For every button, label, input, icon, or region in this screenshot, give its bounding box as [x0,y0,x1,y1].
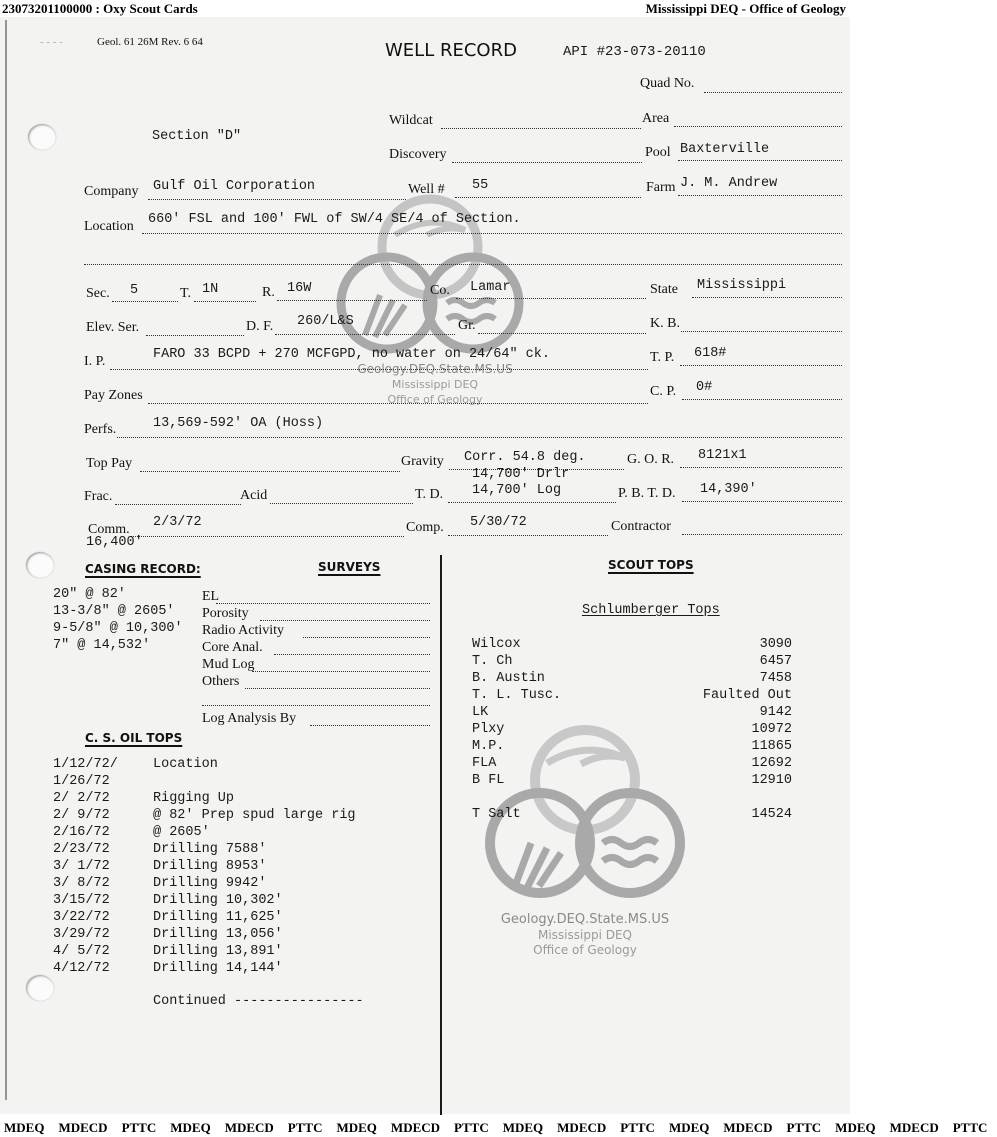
oil-top-note: Drilling 9942' [153,876,267,891]
td-log-value: 14,700' Log [472,483,562,498]
contractor-field [682,534,842,535]
projected-depth-value: 16,400' [86,535,143,550]
pbtd-field [682,501,842,502]
comm-value: 2/3/72 [153,515,202,530]
oil-top-date: 3/22/72 [53,910,110,925]
gravity-label: Gravity [401,454,444,469]
oil-top-date: 4/ 5/72 [53,944,110,959]
comp-field [448,535,608,536]
df-value: 260/L&S [297,314,354,329]
scout-top-depth: 12910 [751,773,792,788]
gor-value: 8121x1 [698,448,747,463]
scout-top-depth: Faulted Out [702,688,792,703]
scout-top-name: T. Ch [472,654,513,669]
farm-field [678,195,842,196]
acid-label: Acid [240,488,268,503]
schlumberger-tops-heading: Schlumberger Tops [582,603,720,618]
survey-item-label: Radio Activity [202,623,285,638]
oil-top-date: 3/ 8/72 [53,876,110,891]
well-value: 55 [472,178,489,193]
form-dashes: - - - - [40,36,63,48]
punch-hole-icon [26,552,54,578]
oil-top-note: Drilling 11,625' [153,910,283,925]
survey-item-field [303,637,430,638]
continued-note: Continued ---------------- [153,994,364,1009]
oil-top-date: 3/29/72 [53,927,110,942]
kb-label: K. B. [650,316,680,331]
footer-agency-label: MDECD [224,1120,274,1135]
location-value: 660' FSL and 100' FWL of SW/4 SE/4 of Section. [148,212,521,227]
scout-top-depth: 14524 [751,807,792,822]
location-field-line2 [84,264,842,265]
gr-field [478,333,646,334]
footer-agency-label: PTTC [620,1120,655,1135]
farm-value: J. M. Andrew [680,176,778,191]
survey-item-label: Porosity [202,606,249,621]
range-label: R. [262,285,275,300]
watermark-office: Office of Geology [533,943,637,957]
card-edge-line [5,20,7,1100]
scout-top-name: FLA [472,756,497,771]
elev-ser-field [146,335,244,336]
comp-value: 5/30/72 [470,515,527,530]
agency-header: Mississippi DEQ - Office of Geology [645,1,846,16]
pay-zones-field [148,403,648,404]
location-field [142,233,842,234]
watermark-office: Office of Geology [387,393,483,406]
form-code: Geol. 61 26M Rev. 6 64 [97,36,203,48]
oil-top-note: Drilling 13,891' [153,944,283,959]
ip-value: FARO 33 BCPD + 270 MCFGPD, no water on 24/64" ck. [153,347,550,362]
watermark-agency: Mississippi DEQ [391,378,479,391]
footer-agency-label: PTTC [121,1120,157,1135]
scout-top-name: T. L. Tusc. [472,688,562,703]
pool-value: Baxterville [680,142,770,157]
pool-field [678,160,842,161]
punch-hole-icon [26,975,54,1001]
casing-item: 7" @ 14,532' [53,638,151,653]
oil-top-note: Location [153,757,218,772]
farm-label: Farm [646,180,676,195]
top-pay-label: Top Pay [86,456,133,471]
perfs-value: 13,569-592' OA (Hoss) [153,416,324,431]
section-label: Section "D" [152,129,242,144]
td-field [448,502,616,503]
footer-agency-label: PTTC [454,1120,489,1135]
oil-top-date: 2/23/72 [53,842,110,857]
well-label: Well # [408,182,445,197]
scout-top-name: T Salt [472,807,521,822]
kb-field [681,331,842,332]
well-field [455,197,641,198]
state-field [692,297,842,298]
company-label: Company [84,184,139,199]
contractor-label: Contractor [611,519,671,534]
company-field [148,199,406,200]
oil-top-note: Drilling 8953' [153,859,267,874]
scout-top-depth: 6457 [759,654,792,669]
township-field [194,301,256,302]
oil-top-date: 2/16/72 [53,825,110,840]
pbtd-value: 14,390' [700,482,757,497]
column-divider [440,555,442,1115]
oil-top-note: @ 82' Prep spud large rig [153,808,356,823]
scout-top-depth: 3090 [759,637,792,652]
survey-item-label: EL [202,589,220,604]
watermark-agency: Mississippi DEQ [537,928,632,942]
oil-top-date: 1/12/72/ [53,757,118,772]
pay-zones-label: Pay Zones [84,388,143,403]
oil-top-date: 1/26/72 [53,774,110,789]
scout-tops-heading: SCOUT TOPS [608,558,694,572]
footer-agency-label: MDECD [557,1120,607,1135]
footer-agency-label: MDEQ [4,1120,45,1135]
footer-agency-label: MDEQ [668,1120,710,1135]
survey-item-label: Mud Log [202,657,255,672]
footer-agency-label: PTTC [287,1120,323,1135]
api-number: API #23-073-20110 [563,44,706,60]
scout-top-depth: 9142 [759,705,792,720]
df-field [275,334,455,335]
td-label: T. D. [415,487,444,502]
area-label: Area [642,111,670,126]
scout-top-name: Wilcox [472,637,521,652]
sec-field [112,301,178,302]
county-label: Co. [430,283,450,298]
footer-agency-label: MDECD [723,1120,773,1135]
tp-value: 618# [694,346,727,361]
survey-item-field [274,654,430,655]
oil-top-date: 4/12/72 [53,961,110,976]
oil-top-note: @ 2605' [153,825,210,840]
comm-label: Comm. [88,522,130,537]
survey-item-field [216,603,430,604]
survey-item-label: Others [202,674,240,689]
surveys-heading: SURVEYS [318,560,381,574]
ip-field [110,369,648,370]
casing-item: 9-5/8" @ 10,300' [53,621,183,636]
form-title: WELL RECORD [385,40,517,61]
scout-top-name: Plxy [472,722,505,737]
wildcat-label: Wildcat [389,113,433,128]
perfs-label: Perfs. [84,422,117,437]
survey-item-field [202,705,430,706]
wildcat-field [441,128,641,129]
oil-top-date: 2/ 9/72 [53,808,110,823]
scout-top-name: B FL [472,773,505,788]
elev-ser-label: Elev. Ser. [86,320,140,335]
footer-agency-label: MDEQ [170,1120,211,1135]
tp-field [680,365,842,366]
footer-agency-label: MDECD [390,1120,441,1135]
survey-item-field [310,725,430,726]
cs-oil-tops-heading: C. S. OIL TOPS [85,731,183,745]
footer-agency-label: MDEQ [835,1120,876,1135]
scout-top-depth: 11865 [751,739,792,754]
oil-top-date: 2/ 2/72 [53,791,110,806]
oil-top-note: Drilling 7588' [153,842,267,857]
df-label: D. F. [246,319,274,334]
acid-field [270,503,413,504]
discovery-label: Discovery [389,147,447,162]
county-value: Lamar [470,280,511,295]
discovery-field [452,162,642,163]
punch-hole-icon [28,124,56,150]
sec-value: 5 [130,283,139,298]
quad-no-label: Quad No. [640,76,695,91]
comp-label: Comp. [406,520,444,535]
pool-label: Pool [645,145,671,160]
frac-label: Frac. [84,489,113,504]
pbtd-label: P. B. T. D. [618,486,676,501]
casing-item: 20" @ 82' [53,587,126,602]
range-field [277,300,427,301]
watermark-url: Geology.DEQ.State.MS.US [357,362,513,376]
survey-item-label: Log Analysis By [202,711,297,726]
scout-top-name: M.P. [472,739,505,754]
area-field [674,126,842,127]
range-value: 16W [287,281,312,296]
document-id-header: 23073201100000 : Oxy Scout Cards [2,1,198,16]
footer-agency-label: PTTC [786,1120,822,1135]
cp-label: C. P. [650,384,677,399]
scout-top-depth: 12692 [751,756,792,771]
sec-label: Sec. [86,286,110,301]
state-label: State [650,282,678,297]
state-value: Mississippi [697,278,787,293]
county-field [456,298,646,299]
gr-label: Gr. [458,318,476,333]
footer-agency-strip [0,1119,988,1137]
company-value: Gulf Oil Corporation [153,179,316,194]
casing-item: 13-3/8" @ 2605' [53,604,175,619]
footer-agency-label: MDECD [58,1120,108,1135]
casing-record-heading: CASING RECORD: [85,562,201,576]
township-label: T. [180,286,192,301]
gravity-value: Corr. 54.8 deg. [464,450,586,465]
watermark-url: Geology.DEQ.State.MS.US [500,912,670,927]
scout-top-name: B. Austin [472,671,545,686]
scout-top-name: LK [472,705,489,720]
oil-top-note: Rigging Up [153,791,235,806]
oil-top-note: Drilling 14,144' [153,961,283,976]
quad-no-field [704,92,842,93]
oil-top-date: 3/15/72 [53,893,110,908]
gor-label: G. O. R. [627,452,675,467]
oil-top-date: 3/ 1/72 [53,859,110,874]
footer-agency-label: MDEQ [336,1120,377,1135]
top-pay-field [140,471,400,472]
survey-item-field [260,620,430,621]
oil-top-note: Drilling 13,056' [153,927,283,942]
scout-top-depth: 7458 [759,671,792,686]
cp-value: 0# [696,380,713,395]
tp-label: T. P. [650,350,675,365]
survey-item-field [245,688,430,689]
frac-field [115,504,241,505]
comm-field [130,536,404,537]
survey-item-label: Core Anal. [202,640,263,655]
gor-field [680,467,842,468]
footer-agency-label: MDECD [889,1120,939,1135]
td-driller-value: 14,700' Drlr [472,467,570,482]
cp-field [682,399,842,400]
township-value: 1N [202,282,219,297]
footer-agency-label: MDEQ [502,1120,544,1135]
location-label: Location [84,219,134,234]
scout-top-depth: 10972 [751,722,792,737]
footer-agency-label: PTTC [952,1120,988,1135]
ip-label: I. P. [84,354,106,369]
survey-item-field [252,671,430,672]
oil-top-note: Drilling 10,302' [153,893,283,908]
perfs-field [117,437,842,438]
